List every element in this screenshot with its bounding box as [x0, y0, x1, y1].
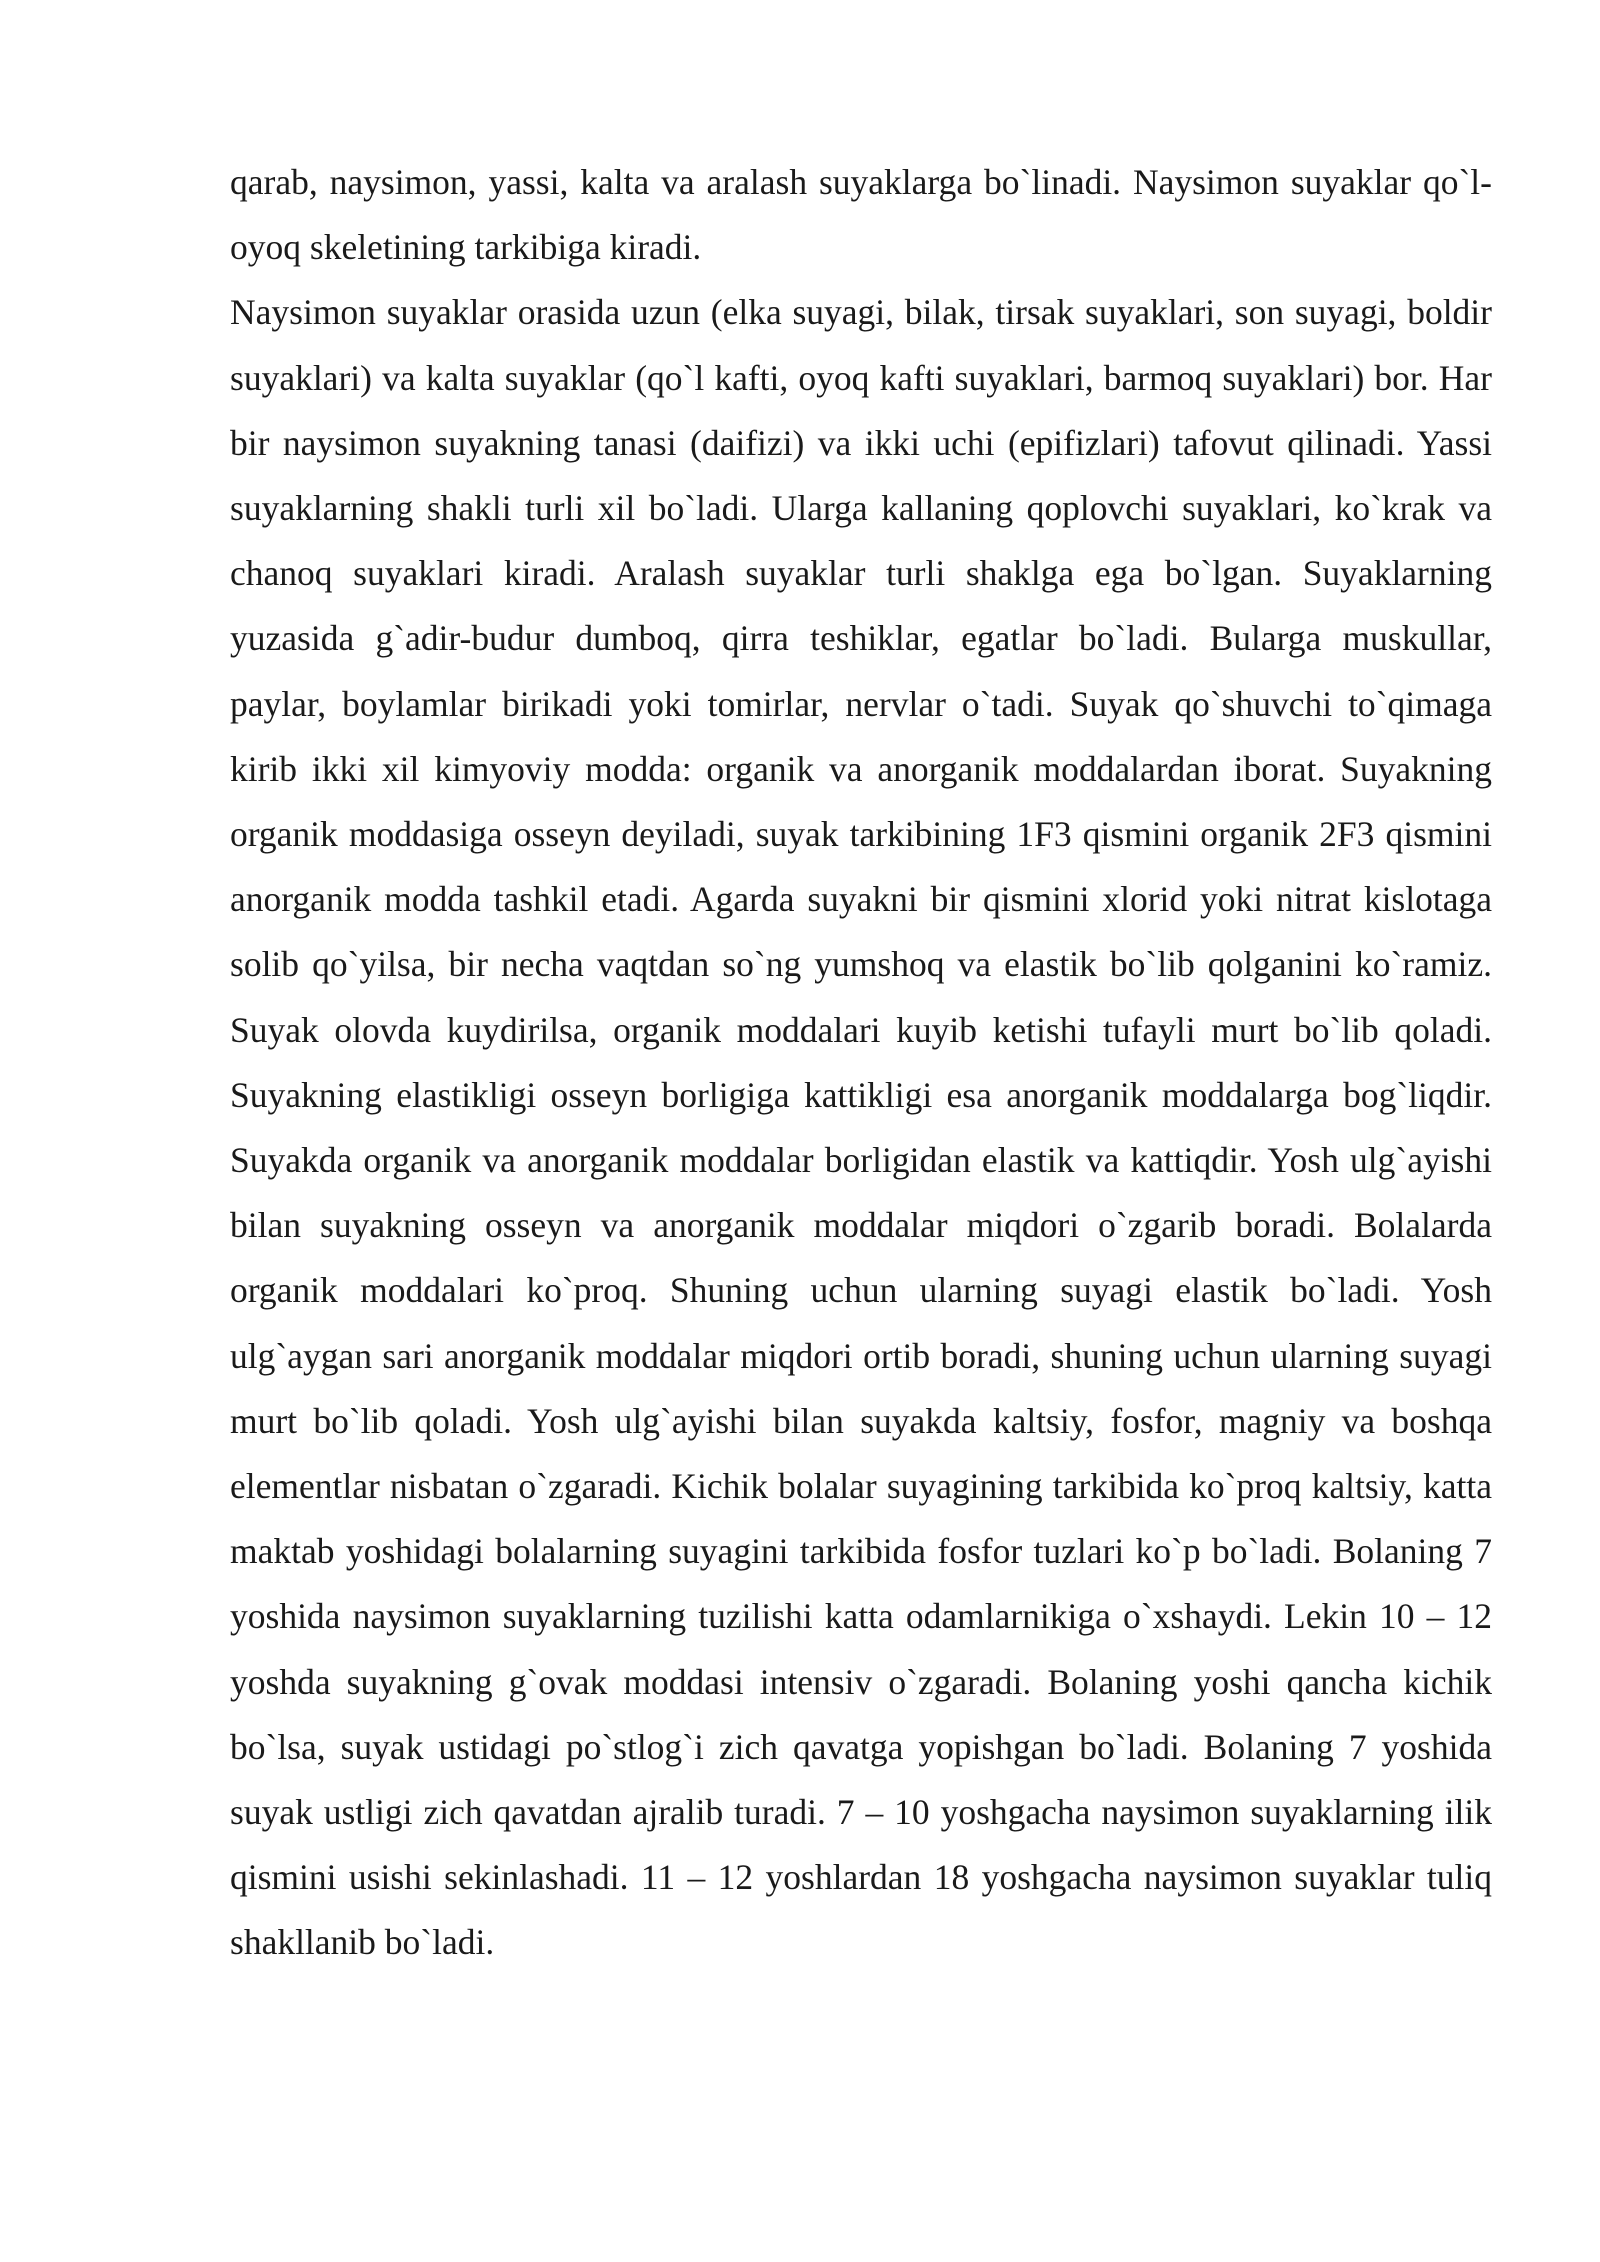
body-text	[230, 150, 1492, 1976]
paragraph: qarab, naysimon, yassi, kalta va aralash suyaklarga bo`linadi. Naysimon suyaklar qo`l-oyoq skeletining tarkibiga kiradi.	[230, 162, 1492, 268]
paragraph: Naysimon suyaklar orasida uzun (elka suyagi, bilak, tirsak suyaklari, son suyagi, boldir suyaklari) va kalta suyaklar (qo`l kafti, oyoq kafti suyaklari, barmoq suyaklari) bor. Har bir naysimon suyakning tanasi (daifizi) va ikki uchi (epifizlari) tafovut qilinadi. Yassi suyaklarning shakli turli xil bo`ladi. Ularga kallaning qoplovchi suyaklari, ko`krak va chanoq suyaklari kiradi. Aralash suyaklar turli shaklga ega bo`lgan. Suyaklarning yuzasida g`adir-budur dumboq, qirra teshiklar, egatlar bo`ladi. Bularga muskullar, paylar, boylamlar birikadi yoki tomirlar, nervlar o`tadi. Suyak qo`shuvchi to`qimaga kirib ikki xil kimyoviy modda: organik va anorganik moddalardan iborat. Suyakning organik moddasiga osseyn deyiladi, suyak tarkibining 1F3 qismini organik 2F3 qismini anorganik modda tashkil etadi. Agarda suyakni bir qismini xlorid yoki nitrat kislotaga solib qo`yilsa, bir necha vaqtdan so`ng yumshoq va elastik bo`lib qolganini ko`ramiz. Suyak olovda kuydirilsa, organik moddalari kuyib ketishi tufayli murt bo`lib qoladi. Suyakning elastikligi osseyn borligiga kattikligi esa anorganik moddalarga bog`liqdir. Suyakda organik va anorganik moddalar borligidan elastik va kattiqdir. Yosh ulg`ayishi bilan suyakning osseyn va anorganik moddalar miqdori o`zgarib boradi. Bolalarda organik moddalari ko`proq. Shuning uchun ularning suyagi elastik bo`ladi. Yosh ulg`aygan sari anorganik moddalar miqdori ortib boradi, shuning uchun ularning suyagi murt bo`lib qoladi. Yosh ulg`ayishi bilan suyakda kaltsiy, fosfor, magniy va boshqa elementlar nisbatan o`zgaradi. Kichik bolalar suyagining tarkibida ko`proq kaltsiy, katta maktab yoshidagi bolalarning suyagini tarkibida fosfor tuzlari ko`p bo`ladi. Bolaning 7 yoshida naysimon suyaklarning tuzilishi katta odamlarnikiga o`xshaydi. Lekin 10 – 12 yoshda suyakning g`ovak moddasi intensiv o`zgaradi. Bolaning yoshi qancha kichik bo`lsa, suyak ustidagi po`stlog`i zich qavatga yopishgan bo`ladi. Bolaning 7 yoshida suyak ustligi zich qavatdan ajralib turadi. 7 – 10 yoshgacha naysimon suyaklarning ilik qismini usishi sekinlashadi. 11 – 12 yoshlardan 18 yoshgacha naysimon suyaklar tuliq shakllanib bo`ladi.	[230, 292, 1492, 1963]
